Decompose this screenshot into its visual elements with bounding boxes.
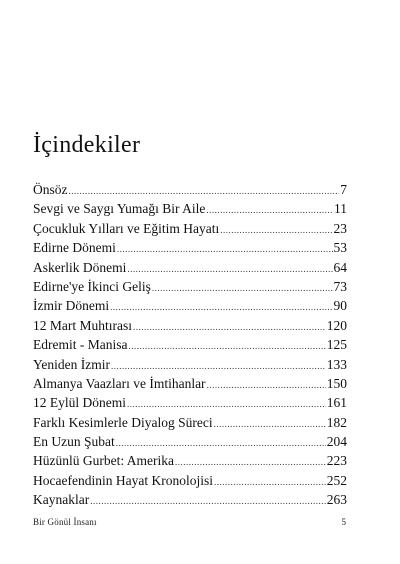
toc-entry-page: 161 [326, 395, 347, 411]
toc-entry-page: 133 [326, 356, 347, 372]
toc-entry [33, 473, 347, 492]
page-number: 5 [341, 517, 346, 527]
toc-entry-label: Edremit - Manisa [33, 337, 128, 353]
toc-entry-label: Edirne'ye İkinci Geliş [33, 278, 151, 294]
toc-entry [33, 318, 347, 337]
toc-entry [33, 357, 347, 376]
toc-dot-leader [220, 225, 332, 235]
toc-entry-label: Sevgi ve Saygı Yumağı Bir Aile [33, 201, 206, 217]
toc-entry-label: Kaynaklar [33, 492, 90, 508]
toc-entry-label: Almanya Vaazları ve İmtihanlar [33, 375, 206, 391]
toc-entry-page: 64 [333, 259, 347, 275]
toc-entry-label: Çocukluk Yılları ve Eğitim Hayatı [33, 220, 220, 236]
toc-dot-leader [111, 361, 326, 371]
toc-entry [33, 415, 347, 434]
toc-dot-leader [127, 399, 326, 409]
toc-entry [33, 337, 347, 356]
toc-entry-page: 53 [333, 240, 347, 256]
toc-entry-label: 12 Mart Muhtırası [33, 317, 132, 333]
page-title: İçindekiler [33, 132, 141, 158]
toc-dot-leader [133, 322, 326, 332]
toc-entry-label: 12 Eylül Dönemi [33, 395, 126, 411]
toc-entry [33, 279, 347, 298]
toc-entry-page: 252 [326, 472, 347, 488]
toc-entry [33, 298, 347, 317]
toc-entry-page: 23 [333, 220, 347, 236]
toc-dot-leader [214, 477, 326, 487]
toc-entry-page: 150 [326, 375, 347, 391]
toc-entry [33, 240, 347, 259]
toc-entry-page: 120 [326, 317, 347, 333]
toc-entry-label: Yeniden İzmir [33, 356, 110, 372]
toc-dot-leader [116, 438, 326, 448]
toc-dot-leader [206, 205, 333, 215]
toc-dot-leader [90, 496, 326, 506]
toc-dot-leader [110, 302, 332, 312]
toc-entry [33, 221, 347, 240]
running-footer-title: Bir Gönül İnsanı [33, 517, 97, 527]
toc-entry-page: 73 [333, 278, 347, 294]
toc-entry-page: 7 [340, 182, 347, 197]
toc-entry-label: İzmir Dönemi [33, 298, 110, 314]
toc-entry-page: 11 [334, 201, 347, 217]
toc-entry [33, 453, 347, 472]
toc-entry-label: Farklı Kesimlerle Diyalog Süreci [33, 414, 213, 430]
toc-entry-label: Edirne Dönemi [33, 240, 116, 256]
toc-entry [33, 395, 347, 414]
toc-entry [33, 434, 347, 453]
toc-dot-leader [128, 341, 325, 351]
toc-entry [33, 492, 347, 511]
toc-entry-page: 223 [326, 453, 347, 469]
toc-entry-page: 90 [333, 298, 347, 314]
toc-dot-leader [214, 419, 326, 429]
toc-entry-label: En Uzun Şubat [33, 434, 115, 450]
toc-entry-page: 204 [326, 434, 347, 450]
toc-entry-page: 125 [326, 337, 347, 353]
toc-entry [33, 376, 347, 395]
toc-entry-label: Hocaefendinin Hayat Kronolojisi [33, 472, 213, 488]
toc-entry [33, 201, 347, 220]
toc-entry-label: Hüzünlü Gurbet: Amerika [33, 453, 174, 469]
toc-dot-leader [152, 283, 333, 293]
toc-dot-leader [175, 457, 326, 467]
toc-entry-label: Askerlik Dönemi [33, 259, 127, 275]
toc-entry-label: Önsöz [33, 182, 68, 197]
toc-entry [33, 182, 347, 201]
toc-entry [33, 260, 347, 279]
toc-dot-leader [127, 264, 332, 274]
toc-entry-page: 263 [326, 492, 347, 508]
toc-dot-leader [117, 244, 333, 254]
toc-entry-page: 182 [326, 414, 347, 430]
toc-dot-leader [69, 186, 340, 196]
table-of-contents [33, 182, 347, 512]
toc-dot-leader [207, 380, 326, 390]
